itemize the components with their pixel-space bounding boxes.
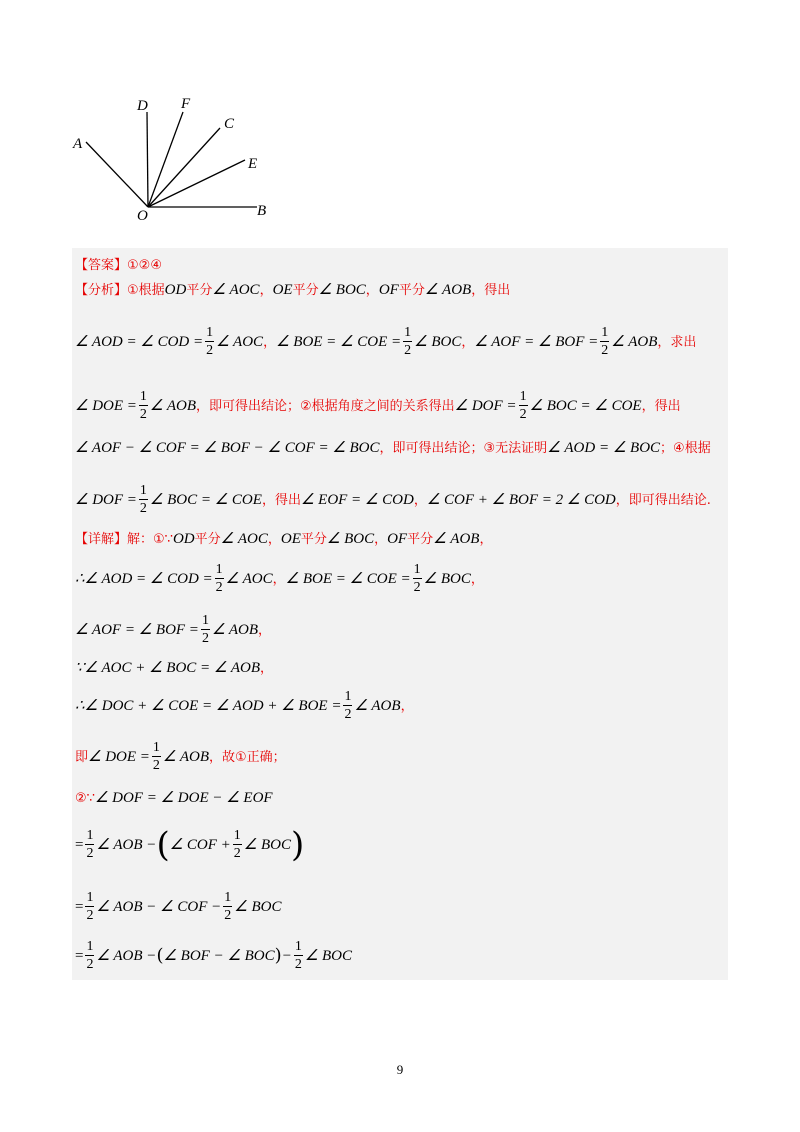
detail-line-2 bbox=[75, 563, 484, 595]
detail-line-1 bbox=[75, 532, 492, 547]
math-text: ∠ EOF = ∠ COD bbox=[300, 492, 414, 508]
math-text: ∠ AOC bbox=[225, 571, 273, 587]
label-a: A bbox=[73, 136, 83, 152]
analysis-text: ；④根据 bbox=[660, 441, 711, 456]
analysis-text: ，得出 bbox=[261, 493, 301, 508]
detail-text: ， bbox=[479, 532, 493, 547]
detail-line-10 bbox=[75, 940, 352, 972]
math-text: ∠ AOB − bbox=[96, 837, 157, 853]
math-text: = bbox=[75, 899, 84, 915]
analysis-tag: 【分析】 bbox=[75, 283, 128, 298]
analysis-line-4 bbox=[75, 441, 711, 456]
math-text: ∠ AOB bbox=[611, 334, 658, 350]
detail-text: 平分 bbox=[407, 532, 434, 547]
paren-close: ) bbox=[274, 945, 282, 966]
fraction-half: $\frac{1}{2}$ bbox=[152, 740, 160, 773]
fraction-half: $\frac{1}{2}$ bbox=[344, 689, 352, 722]
detail-text: ， bbox=[400, 699, 414, 714]
fraction-half: $\frac{1}{2}$ bbox=[413, 562, 421, 595]
label-e: E bbox=[248, 156, 258, 172]
fraction-half: $\frac{1}{2}$ bbox=[601, 325, 609, 358]
analysis-text: ，得出 bbox=[471, 283, 511, 298]
detail-text: 即 bbox=[75, 750, 89, 765]
math-text: ∠ DOF = ∠ DOE − ∠ EOF bbox=[94, 790, 273, 806]
detail-text: ， bbox=[267, 532, 281, 547]
math-text: ∠ AOD = ∠ BOC bbox=[547, 440, 661, 456]
analysis-text: ， bbox=[365, 283, 379, 298]
analysis-text: ， bbox=[259, 283, 273, 298]
math-text: ∠ DOF = bbox=[75, 492, 137, 508]
paren-open: ( bbox=[156, 945, 164, 966]
detail-line-9 bbox=[75, 891, 281, 923]
detail-text: 平分 bbox=[194, 532, 221, 547]
math-text: ∠ BOE = ∠ COE = bbox=[285, 571, 411, 587]
label-d: D bbox=[137, 98, 148, 114]
analysis-text: ， bbox=[413, 493, 427, 508]
math-text: ∠ AOB bbox=[162, 749, 210, 765]
math-text: ∠ COF + ∠ BOF = 2 ∠ COD bbox=[426, 492, 616, 508]
analysis-text: 平分 bbox=[398, 283, 425, 298]
big-paren-close: ) bbox=[290, 825, 305, 865]
analysis-text: ，求出 bbox=[657, 335, 697, 350]
big-paren-open: ( bbox=[156, 825, 170, 865]
math-text: ∠ BOC bbox=[414, 334, 462, 350]
math-text: = bbox=[75, 837, 84, 853]
math-text: ∠ AOC bbox=[216, 334, 264, 350]
math-text: ∠ BOC bbox=[326, 531, 375, 547]
math-text: ∴∠ DOC + ∠ COE = ∠ AOD + ∠ BOE = bbox=[75, 698, 342, 714]
math-text: ∠ AOF − ∠ COF = ∠ BOF − ∠ COF = ∠ BOC bbox=[75, 440, 380, 456]
math-text: OE bbox=[280, 531, 301, 547]
detail-text: ②∵ bbox=[75, 791, 95, 806]
analysis-text: ，即可得出结论；②根据角度之间的关系得出 bbox=[196, 399, 455, 414]
fraction-half: $\frac{1}{2}$ bbox=[294, 939, 302, 972]
math-text: OD bbox=[164, 282, 187, 298]
detail-text: ， bbox=[260, 661, 274, 676]
analysis-line-3 bbox=[75, 390, 681, 422]
math-text: ∠ BOC = ∠ COE bbox=[149, 492, 262, 508]
ray-od bbox=[147, 112, 148, 207]
analysis-text: 平分 bbox=[186, 283, 213, 298]
math-text: ∠ AOB − bbox=[96, 948, 157, 964]
math-text: ∠ BOC = ∠ COE bbox=[529, 398, 642, 414]
fraction-half: $\frac{1}{2}$ bbox=[86, 890, 94, 923]
fraction-half: $\frac{1}{2}$ bbox=[86, 939, 94, 972]
detail-text: 平分 bbox=[300, 532, 327, 547]
detail-text: ， bbox=[374, 532, 388, 547]
math-text: ∠ BOC bbox=[243, 837, 291, 853]
fraction-half: $\frac{1}{2}$ bbox=[139, 483, 147, 516]
detail-line-5 bbox=[75, 690, 414, 722]
math-text: ∠ AOC bbox=[212, 282, 260, 298]
solution-panel bbox=[72, 248, 728, 980]
analysis-text: ，得出 bbox=[641, 399, 681, 414]
analysis-line-5 bbox=[75, 484, 711, 516]
math-text: ∠ AOB bbox=[354, 698, 401, 714]
answer-line bbox=[75, 258, 162, 272]
math-text: ∠ AOD = ∠ COD = bbox=[75, 334, 204, 350]
analysis-text: ①根据 bbox=[127, 283, 165, 298]
math-text: ∠ BOF − ∠ BOC bbox=[163, 948, 275, 964]
answer-tag: 【答案】 bbox=[75, 258, 128, 273]
math-text: ∵∠ AOC + ∠ BOC = ∠ AOB bbox=[75, 660, 260, 676]
analysis-text: ，即可得出结论；③无法证明 bbox=[379, 441, 548, 456]
math-text: OD bbox=[172, 531, 195, 547]
math-text: OF bbox=[387, 531, 408, 547]
detail-text: 解：①∵ bbox=[127, 532, 173, 547]
fraction-half: $\frac{1}{2}$ bbox=[233, 828, 241, 861]
math-text: − bbox=[281, 948, 292, 964]
math-text: ∠ BOC bbox=[304, 948, 353, 964]
angle-figure bbox=[60, 90, 290, 230]
analysis-line-2 bbox=[75, 326, 696, 358]
fraction-half: $\frac{1}{2}$ bbox=[86, 828, 94, 861]
detail-text: ，故①正确； bbox=[209, 750, 286, 765]
math-text: ∠ AOB bbox=[424, 282, 472, 298]
math-text: = bbox=[75, 948, 84, 964]
fraction-half: $\frac{1}{2}$ bbox=[139, 389, 147, 422]
detail-line-7 bbox=[75, 791, 273, 806]
label-c: C bbox=[224, 116, 235, 132]
math-text: ∠ AOB bbox=[433, 531, 480, 547]
answer-text: ①②④ bbox=[127, 258, 162, 273]
detail-text: ， bbox=[272, 572, 286, 587]
detail-line-3 bbox=[75, 614, 271, 646]
math-text: ∠ COF + bbox=[169, 837, 231, 853]
ray-oa bbox=[86, 142, 148, 207]
page-number: 9 bbox=[396, 1062, 404, 1077]
label-f: F bbox=[181, 96, 191, 112]
analysis-text: ， bbox=[263, 335, 277, 350]
math-text: ∠ DOE = bbox=[75, 398, 137, 414]
math-text: ∠ AOB bbox=[211, 622, 259, 638]
fraction-half: $\frac{1}{2}$ bbox=[206, 325, 214, 358]
math-text: ∠ DOF = bbox=[454, 398, 517, 414]
label-o: O bbox=[137, 208, 148, 224]
math-text: ∠ BOC bbox=[423, 571, 471, 587]
math-text: ∠ BOC bbox=[234, 899, 282, 915]
math-text: OF bbox=[378, 282, 399, 298]
math-text: ∠ AOB bbox=[149, 398, 196, 414]
detail-tag: 【详解】 bbox=[75, 532, 128, 547]
math-text: OE bbox=[272, 282, 293, 298]
math-text: ∠ BOC bbox=[318, 282, 366, 298]
detail-line-8 bbox=[75, 825, 305, 865]
fraction-half: $\frac{1}{2}$ bbox=[519, 389, 527, 422]
fraction-half: $\frac{1}{2}$ bbox=[404, 325, 412, 358]
analysis-text: ，即可得出结论. bbox=[615, 493, 711, 508]
ray-oc bbox=[148, 128, 220, 207]
fraction-half: $\frac{1}{2}$ bbox=[215, 562, 223, 595]
math-text: ∠ DOE = bbox=[88, 749, 150, 765]
analysis-line-1 bbox=[75, 283, 510, 298]
math-text: ∠ AOB − ∠ COF − bbox=[96, 899, 222, 915]
detail-line-4 bbox=[75, 661, 273, 676]
math-text: ∠ AOF = ∠ BOF = bbox=[474, 334, 599, 350]
math-text: ∠ BOE = ∠ COE = bbox=[276, 334, 402, 350]
detail-line-6 bbox=[75, 741, 286, 773]
detail-text: ， bbox=[258, 623, 272, 638]
fraction-half: $\frac{1}{2}$ bbox=[201, 613, 209, 646]
analysis-text: ， bbox=[461, 335, 475, 350]
math-text: ∴∠ AOD = ∠ COD = bbox=[75, 571, 213, 587]
detail-text: ， bbox=[470, 572, 484, 587]
math-text: ∠ AOC bbox=[220, 531, 268, 547]
fraction-half: $\frac{1}{2}$ bbox=[224, 890, 232, 923]
analysis-text: 平分 bbox=[292, 283, 319, 298]
math-text: ∠ AOF = ∠ BOF = bbox=[75, 622, 199, 638]
label-b: B bbox=[257, 203, 267, 219]
